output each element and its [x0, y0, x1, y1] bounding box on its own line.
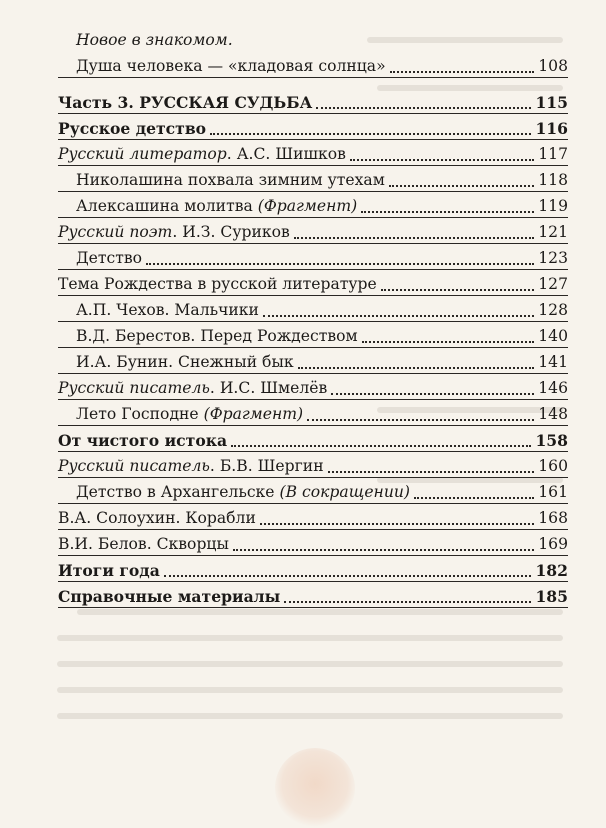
toc-entry-title — [76, 303, 259, 319]
toc-entry-title-part: Николашина похвала зимним утехам — [76, 171, 385, 190]
toc-page-number: 146 — [538, 379, 568, 398]
toc-entry-title-part: . А.С. Шишков — [226, 145, 346, 164]
toc-entry-title-part: Детство в Архангельске — [76, 483, 280, 502]
toc-leader-dots — [284, 601, 531, 603]
toc-page-number: 118 — [538, 171, 568, 190]
toc-leader-dots — [316, 107, 531, 109]
toc-entry-title-part: Итоги года — [58, 561, 160, 581]
toc-entry-title-part: Лето Господне — [76, 405, 204, 424]
toc-entry — [58, 374, 568, 400]
toc-entry-title — [76, 33, 233, 49]
toc-entry-title — [76, 329, 358, 345]
toc-entry-title-part: В.И. Белов. Скворцы — [58, 535, 229, 554]
toc-leader-dots — [381, 289, 534, 291]
toc-entry — [58, 166, 568, 192]
toc-entry-title-part: Русский литератор — [58, 145, 227, 164]
toc-page-number: 119 — [538, 197, 568, 216]
toc-entry — [58, 52, 568, 78]
toc-entry-title — [58, 459, 324, 475]
toc-entry-title — [76, 407, 303, 423]
toc-page-number: 185 — [535, 587, 568, 607]
toc-entry — [58, 30, 568, 52]
toc-leader-dots — [260, 523, 534, 525]
toc-leader-dots — [331, 393, 534, 395]
toc-entry-title-part: Русское детство — [58, 119, 207, 139]
toc-leader-dots — [231, 445, 531, 447]
toc-entry-title — [58, 147, 346, 163]
toc-leader-dots — [390, 71, 535, 73]
toc-page-number: 121 — [538, 223, 568, 242]
toc-entry — [58, 244, 568, 270]
toc-leader-dots — [350, 159, 534, 161]
toc-entry — [58, 192, 568, 218]
toc-entry-title-part: (В сокращении) — [279, 483, 410, 502]
toc-entry-title — [58, 511, 256, 527]
toc-entry — [58, 348, 568, 374]
toc-entry-title-part: Душа человека — «кладовая солнца» — [76, 57, 386, 76]
toc-entry-title-part: (Фрагмент) — [257, 197, 358, 216]
toc-page-number: 123 — [538, 249, 568, 268]
toc-entry-title — [58, 589, 280, 605]
toc-entry-title-part: Детство — [76, 249, 143, 268]
toc-entry-title — [76, 199, 357, 215]
toc-page-number: 115 — [535, 93, 568, 113]
table-of-contents — [58, 30, 568, 608]
toc-entry — [58, 530, 568, 556]
toc-entry — [58, 478, 568, 504]
toc-entry-title-part: Алексашина молитва — [76, 197, 258, 216]
toc-page-number: 182 — [535, 561, 568, 581]
toc-page-number: 160 — [538, 457, 568, 476]
toc-entry — [58, 400, 568, 426]
toc-leader-dots — [389, 185, 534, 187]
toc-leader-dots — [294, 237, 534, 239]
toc-entry-title-part: Справочные материалы — [58, 587, 281, 607]
toc-leader-dots — [328, 471, 535, 473]
toc-entry — [58, 296, 568, 322]
toc-entry-title-part: В.Д. Берестов. Перед Рождеством — [76, 327, 358, 346]
toc-page-number: 108 — [538, 57, 568, 76]
toc-entry-title-part: Русский поэт — [58, 223, 173, 242]
toc-entry-title-part: . Б.В. Шергин — [209, 457, 324, 476]
toc-entry-title — [76, 251, 142, 267]
toc-page-number: 161 — [538, 483, 568, 502]
toc-entry-title — [58, 277, 377, 293]
toc-entry — [58, 582, 568, 608]
toc-page-number: 141 — [538, 353, 568, 372]
toc-entry — [58, 270, 568, 296]
toc-page-number: 140 — [538, 327, 568, 346]
toc-entry-title-part: Русский писатель — [58, 379, 210, 398]
toc-entry-title-part: (Фрагмент) — [203, 405, 304, 424]
toc-entry-title — [58, 563, 160, 579]
toc-entry-title — [58, 381, 327, 397]
toc-entry — [58, 556, 568, 582]
toc-entry-title — [58, 225, 290, 241]
toc-leader-dots — [414, 497, 534, 499]
toc-entry-title-part: Тема Рождества в русской литературе — [58, 275, 377, 294]
toc-entry-title — [76, 59, 386, 75]
toc-page-number: 148 — [538, 405, 568, 424]
toc-entry-title-part: . И.С. Шмелёв — [209, 379, 328, 398]
toc-entry — [58, 114, 568, 140]
toc-entry-title — [76, 355, 294, 371]
toc-page-number: 127 — [538, 275, 568, 294]
toc-entry-title-part: . И.З. Суриков — [172, 223, 290, 242]
toc-page-number: 116 — [535, 119, 568, 139]
toc-entry-title — [58, 537, 229, 553]
toc-leader-dots — [307, 419, 534, 421]
toc-leader-dots — [362, 341, 535, 343]
toc-entry — [58, 426, 568, 452]
toc-entry — [58, 218, 568, 244]
toc-entry-title — [76, 173, 385, 189]
toc-leader-dots — [361, 211, 534, 213]
toc-page-number: 128 — [538, 301, 568, 320]
toc-entry — [58, 88, 568, 114]
toc-entry-title-part: Русский писатель — [58, 457, 210, 476]
toc-entry-title — [58, 121, 206, 137]
page-edge-stamp — [275, 748, 355, 828]
toc-leader-dots — [233, 549, 534, 551]
toc-entry-title-part: И.А. Бунин. Снежный бык — [76, 353, 294, 372]
toc-leader-dots — [146, 263, 534, 265]
toc-entry-title — [76, 485, 410, 501]
toc-page-number: 169 — [538, 535, 568, 554]
toc-leader-dots — [263, 315, 534, 317]
toc-page-number: 168 — [538, 509, 568, 528]
toc-leader-dots — [164, 575, 532, 577]
toc-leader-dots — [210, 133, 531, 135]
toc-entry — [58, 140, 568, 166]
toc-entry-title-part: Новое в знакомом. — [76, 31, 233, 50]
toc-page-number: 158 — [535, 431, 568, 451]
toc-entry-title — [58, 95, 312, 111]
toc-entry-title-part: В.А. Солоухин. Корабли — [58, 509, 256, 528]
toc-entry — [58, 504, 568, 530]
toc-entry — [58, 452, 568, 478]
toc-entry-title-part: А.П. Чехов. Мальчики — [76, 301, 259, 320]
toc-entry — [58, 322, 568, 348]
toc-entry-title-part: Часть 3. РУССКАЯ СУДЬБА — [58, 93, 313, 113]
toc-entry-title-part: От чистого истока — [58, 431, 228, 451]
toc-entry-title — [58, 433, 227, 449]
toc-leader-dots — [298, 367, 535, 369]
toc-page-number: 117 — [538, 145, 568, 164]
